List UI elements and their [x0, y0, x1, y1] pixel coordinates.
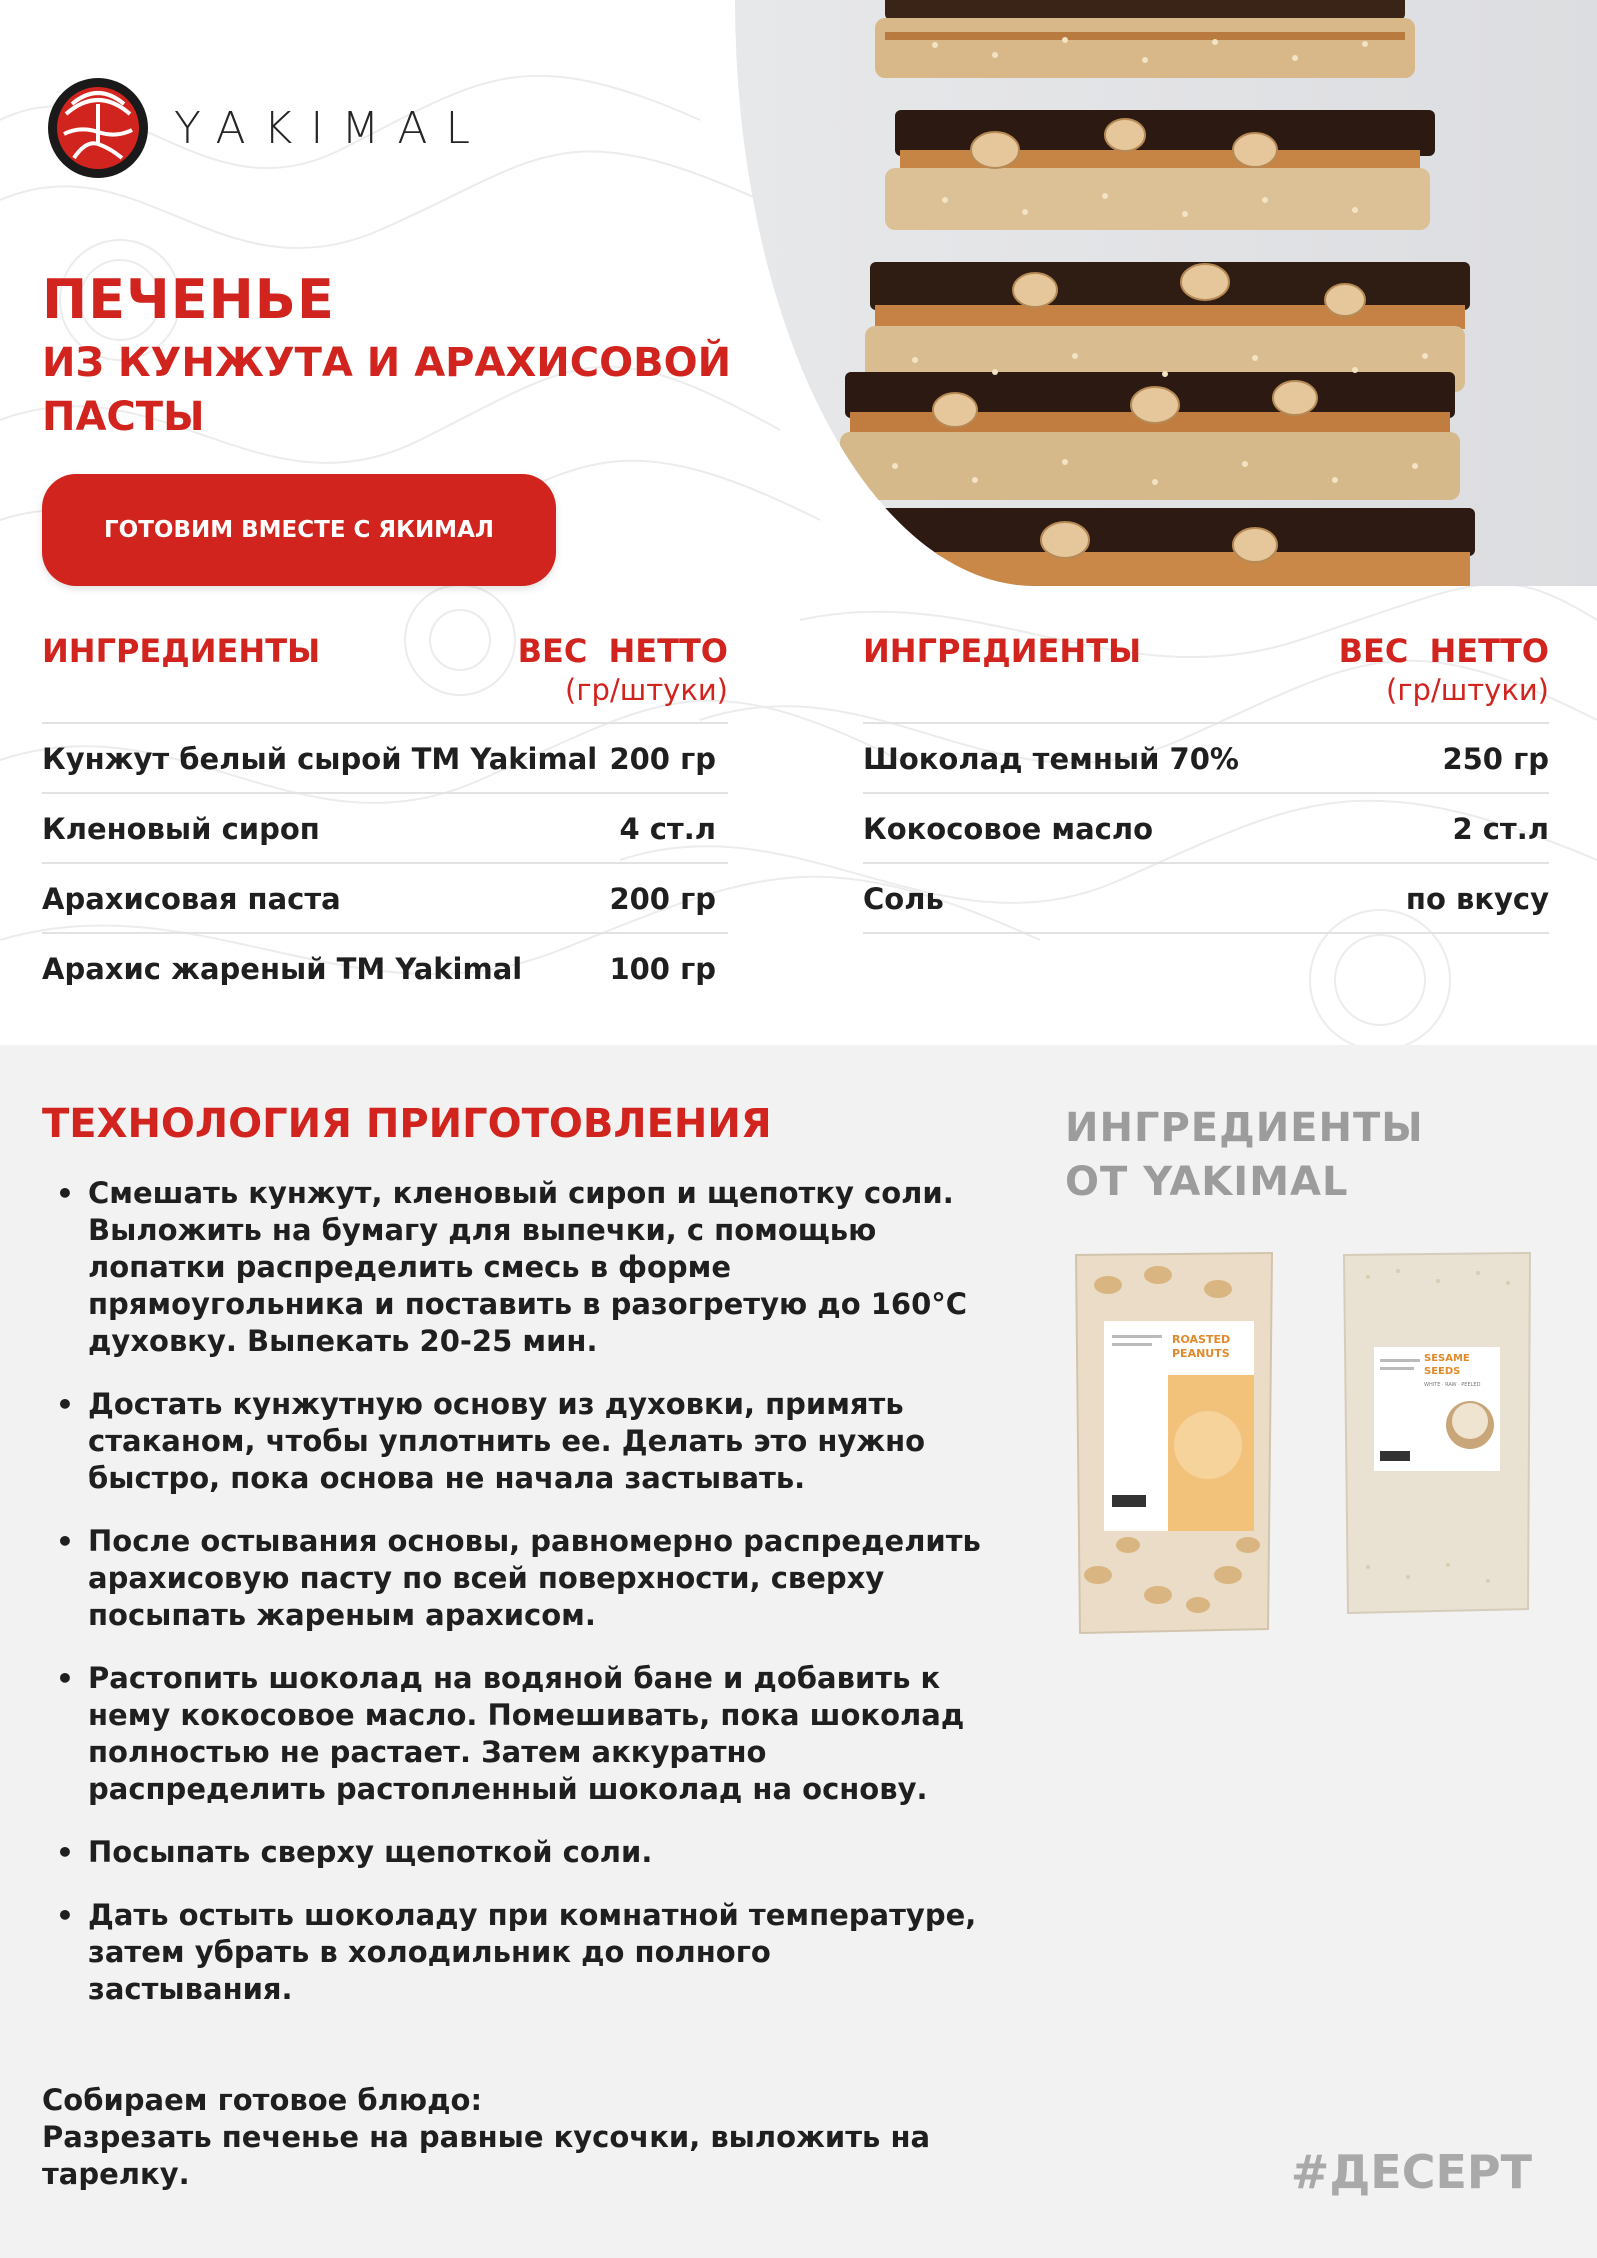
hero-photo [735, 0, 1597, 586]
weight-column-header: ВЕС НЕТТО [1338, 632, 1549, 670]
page-subtitle: ИЗ КУНЖУТА И АРАХИСОВОЙ ПАСТЫ [42, 340, 732, 440]
ingredients-header [42, 628, 728, 724]
brand-name: YAKIMAL [174, 102, 488, 154]
step-item: • Дать остыть шоколаду при комнатной температуре, затем убрать в холодильник до полного застывания. [42, 1897, 982, 2008]
step-item: • Достать кунжутную основу из духовки, примять стаканом, чтобы уплотнить ее. Делать это нужно быстро, пока основа не начала застывать. [42, 1386, 982, 1497]
ingredients-table-right [863, 628, 1549, 934]
ingredient-name: Шоколад темный 70% [863, 742, 1239, 776]
weight-column-header: ВЕС НЕТТО [517, 632, 728, 670]
product-peanuts[interactable] [1068, 1245, 1280, 1637]
ingredient-amount: 4 ст.л [619, 812, 716, 846]
ingredients-header [863, 628, 1549, 724]
ingredient-amount: 200 гр [609, 742, 716, 776]
ingredient-amount: 200 гр [609, 882, 716, 916]
peanuts-bag-image [1068, 1245, 1280, 1637]
peanuts-label-line2: PEANUTS [1172, 1347, 1230, 1360]
ingredients-table-left [42, 628, 728, 1002]
method-section [0, 1045, 1597, 2258]
sesame-label-line2: SEEDS [1424, 1366, 1461, 1377]
ingredient-amount: 2 ст.л [1452, 812, 1549, 846]
ingredient-amount: 100 гр [609, 952, 716, 986]
step-item: • Смешать кунжут, кленовый сироп и щепотку соли. Выложить на бумагу для выпечки, с помощью лопатки распределить смесь в форме прямоугольника и поставить в разогретую до 160°C духовку. Выпекать 20-25 мин. [42, 1175, 982, 1360]
ingredient-name: Кокосовое масло [863, 812, 1154, 846]
ingredient-name: Кунжут белый сырой ТМ Yakimal [42, 742, 598, 776]
ingredient-row [42, 794, 728, 864]
ingredients-column-header: ИНГРЕДИЕНТЫ [863, 632, 1142, 670]
ingredient-row [42, 724, 728, 794]
header-section [0, 0, 1597, 1045]
brand-logo [44, 74, 488, 182]
assemble-text: Разрезать печенье на равные кусочки, выложить на тарелку. [42, 2120, 931, 2191]
step-item: • Посыпать сверху щепоткой соли. [42, 1834, 982, 1871]
ingredient-name: Арахис жареный ТМ Yakimal [42, 952, 523, 986]
ingredient-row [863, 724, 1549, 794]
product-sesame[interactable] [1338, 1247, 1536, 1617]
cook-together-button[interactable]: ГОТОВИМ ВМЕСТЕ С ЯКИМАЛ [42, 474, 556, 586]
from-yakimal-line1: ИНГРЕДИЕНТЫ [1065, 1105, 1424, 1151]
peanuts-label-line1: ROASTED [1172, 1333, 1231, 1346]
ingredient-row [863, 794, 1549, 864]
ingredient-name: Арахисовая паста [42, 882, 341, 916]
ingredients-column-header: ИНГРЕДИЕНТЫ [42, 632, 321, 670]
ingredient-amount: по вкусу [1405, 882, 1549, 916]
ingredient-amount: 250 гр [1442, 742, 1549, 776]
weight-unit-label: (гр/штуки) [565, 673, 728, 707]
sesame-bag-image [1338, 1247, 1536, 1617]
sesame-label-line3: WHITE · RAW · PEELED [1424, 1382, 1481, 1388]
ingredient-row [42, 934, 728, 1002]
page-title: ПЕЧЕНЬЕ [42, 268, 335, 331]
weight-unit-label: (гр/штуки) [1386, 673, 1549, 707]
from-yakimal-title [1065, 1101, 1424, 1209]
hashtag-label: #ДЕСЕРТ [1290, 2145, 1532, 2199]
sesame-label-line1: SESAME [1424, 1353, 1470, 1364]
from-yakimal-line2: ОТ YAKIMAL [1065, 1159, 1349, 1205]
ingredient-name: Соль [863, 882, 944, 916]
assemble-block [42, 2082, 982, 2193]
yakimal-logo-icon [44, 74, 152, 182]
ingredient-name: Кленовый сироп [42, 812, 320, 846]
ingredient-row [42, 864, 728, 934]
technology-title: ТЕХНОЛОГИЯ ПРИГОТОВЛЕНИЯ [42, 1101, 772, 1147]
step-item: • После остывания основы, равномерно распределить арахисовую пасту по всей поверхности, сверху посыпать жареным арахисом. [42, 1523, 982, 1634]
step-item: • Растопить шоколад на водяной бане и добавить к нему кокосовое масло. Помешивать, пока шоколад полностью не растает. Затем аккуратно распределить растопленный шоколад на основу. [42, 1660, 982, 1808]
steps-list [42, 1175, 982, 2034]
ingredient-row [863, 864, 1549, 934]
assemble-title: Собираем готовое блюдо: [42, 2083, 483, 2117]
